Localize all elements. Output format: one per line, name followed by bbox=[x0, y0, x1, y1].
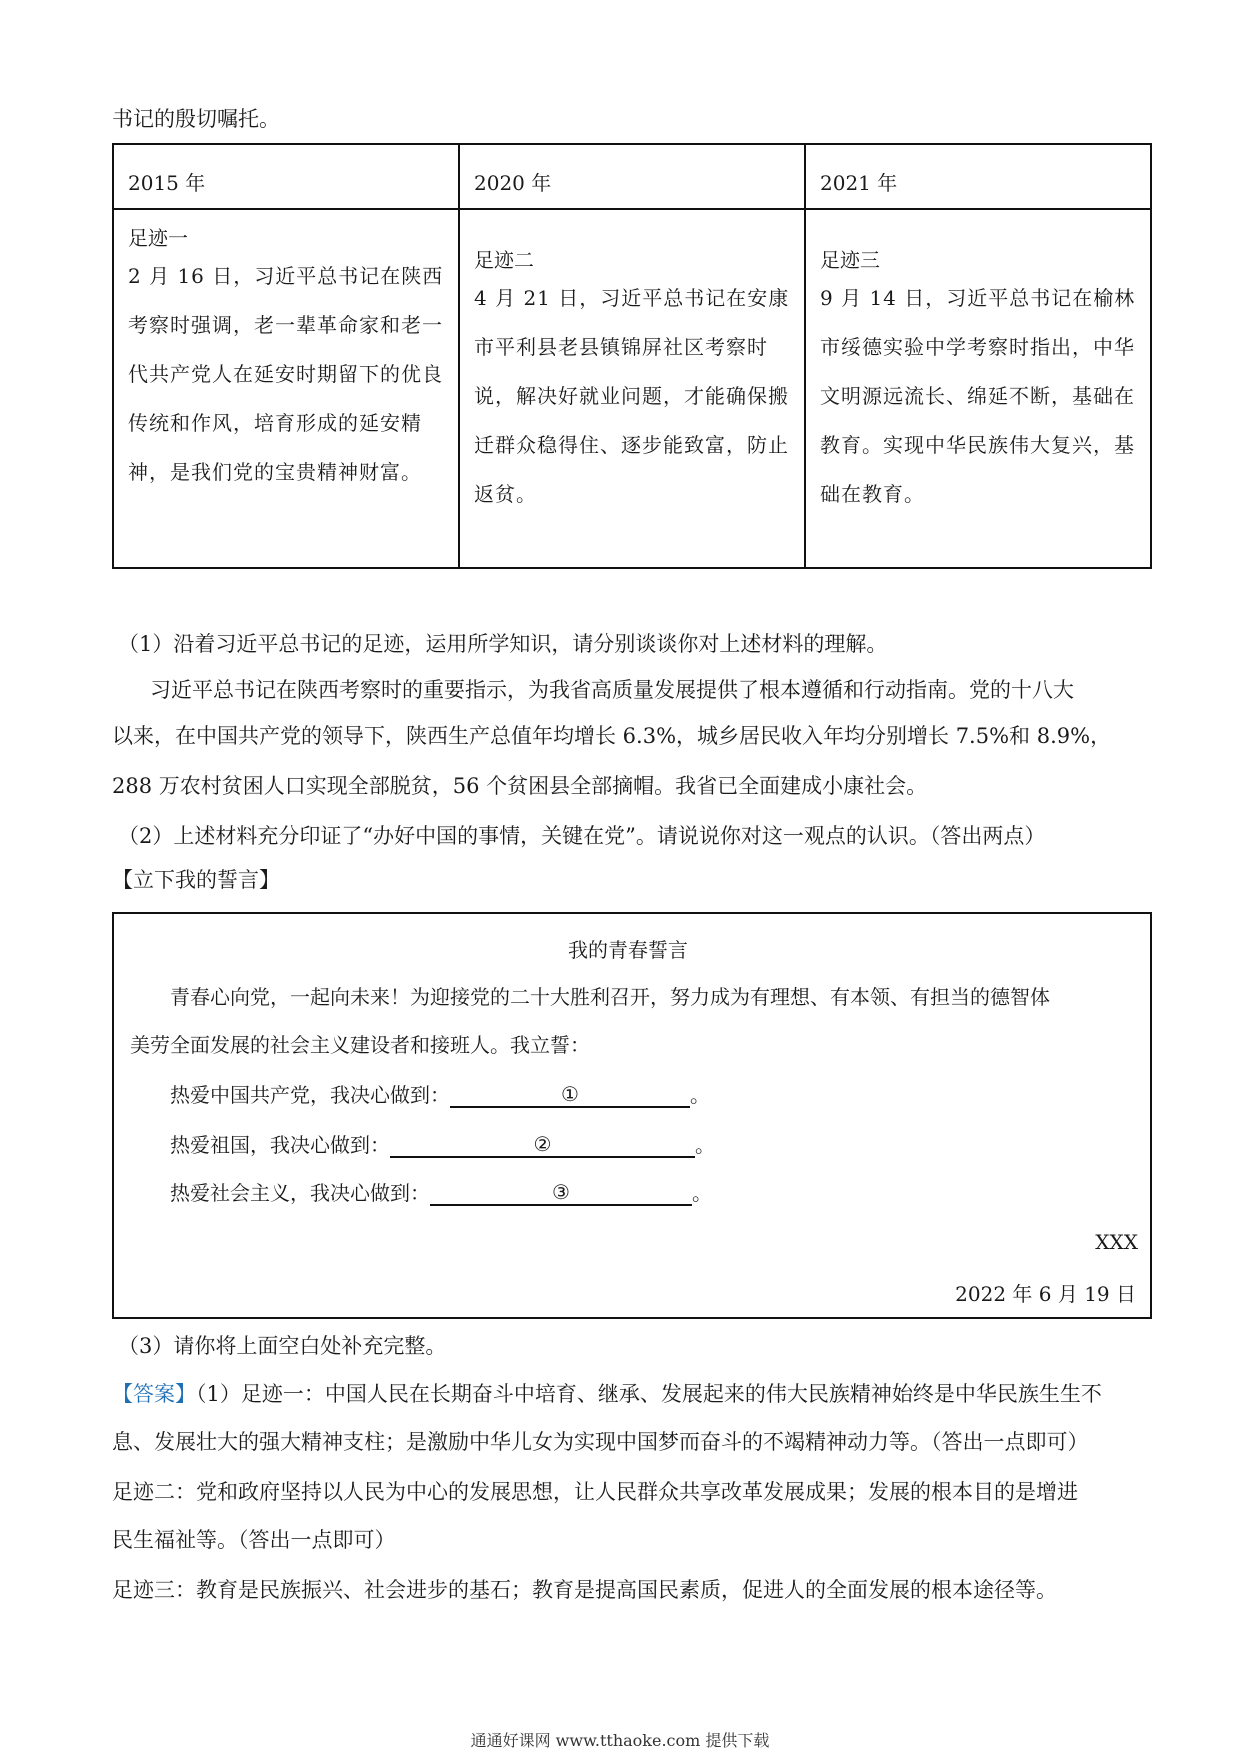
blank-1-field[interactable]: ① bbox=[450, 1082, 690, 1108]
material-line: 习近平总书记在陕西考察时的重要指示，为我省高质量发展提供了根本遵循和行动指南。党的十八大 bbox=[150, 678, 1074, 702]
footstep-title: 足迹二 bbox=[474, 248, 534, 272]
oath-item bbox=[170, 1129, 715, 1158]
footstep-text: 4 月 21 日，习近平总书记在安康市平利县老县镇锦屏社区考察时说，解决好就业问题，才能确保搬迁群众稳得住、逐步能致富，防止返贫。 bbox=[474, 286, 790, 506]
footstep-cell bbox=[806, 210, 1150, 567]
oath-box bbox=[112, 912, 1152, 1319]
oath-item-end: 。 bbox=[692, 1181, 712, 1205]
answer-line: 息、发展壮大的强大精神支柱；是激励中华儿女为实现中国梦而奋斗的不竭精神动力等。（答出一点即可） bbox=[112, 1430, 1089, 1454]
blank-3-field[interactable]: ③ bbox=[430, 1180, 692, 1206]
question-1: （1）沿着习近平总书记的足迹，运用所学知识，请分别谈谈你对上述材料的理解。 bbox=[118, 632, 888, 656]
oath-item-end: 。 bbox=[690, 1083, 710, 1107]
oath-item-label: 热爱祖国，我决心做到： bbox=[170, 1133, 390, 1157]
year-label: 2015 年 bbox=[128, 171, 206, 195]
answer-tag: 【答案】 bbox=[112, 1382, 196, 1406]
question-2: （2）上述材料充分印证了“办好中国的事情，关键在党”。请说说你对这一观点的认识。（答出两点） bbox=[118, 824, 1046, 848]
table-header-cell bbox=[806, 145, 1150, 210]
oath-signature: XXX bbox=[1095, 1230, 1138, 1254]
footstep-text: 9 月 14 日，习近平总书记在榆林市绥德实验中学考察时指出，中华文明源远流长、绵延不断，基础在教育。实现中华民族伟大复兴，基础在教育。 bbox=[820, 286, 1136, 506]
footstep-title: 足迹一 bbox=[128, 226, 188, 250]
answer-text: （1）足迹一：中国人民在长期奋斗中培育、继承、发展起来的伟大民族精神始终是中华民族生生不 bbox=[196, 1382, 1102, 1406]
footstep-text: 2 月 16 日，习近平总书记在陕西考察时强调，老一辈革命家和老一代共产党人在延安时期留下的优良传统和作风，培育形成的延安精神，是我们党的宝贵精神财富。 bbox=[128, 264, 444, 484]
footstep-cell bbox=[114, 210, 460, 567]
table-header-cell bbox=[460, 145, 806, 210]
material-line: 以来，在中国共产党的领导下，陕西生产总值年均增长 6.3%，城乡居民收入年均分别增长 7.5%和 8.9%， bbox=[112, 724, 1112, 748]
answer-line bbox=[112, 1380, 1102, 1408]
oath-item-label: 热爱社会主义，我决心做到： bbox=[170, 1181, 430, 1205]
oath-item bbox=[170, 1177, 712, 1206]
material-line: 288 万农村贫困人口实现全部脱贫，56 个贫困县全部摘帽。我省已全面建成小康社会。 bbox=[112, 774, 928, 798]
oath-heading: 【立下我的誓言】 bbox=[112, 868, 280, 892]
oath-title: 我的青春誓言 bbox=[568, 938, 688, 962]
footstep-title: 足迹三 bbox=[820, 248, 880, 272]
intro-tail: 书记的殷切嘱托。 bbox=[112, 107, 280, 131]
answer-line: 足迹三：教育是民族振兴、社会进步的基石；教育是提高国民素质，促进人的全面发展的根本途径等。 bbox=[112, 1578, 1057, 1602]
oath-item-end: 。 bbox=[695, 1133, 715, 1157]
oath-date: 2022 年 6 月 19 日 bbox=[955, 1282, 1136, 1306]
question-3: （3）请你将上面空白处补充完整。 bbox=[118, 1334, 447, 1358]
year-label: 2021 年 bbox=[820, 171, 898, 195]
answer-line: 足迹二：党和政府坚持以人民为中心的发展思想，让人民群众共享改革发展成果；发展的根本目的是增进 bbox=[112, 1480, 1078, 1504]
footer-watermark: 通通好课网 www.tthaoke.com 提供下载 bbox=[470, 1731, 770, 1750]
footsteps-table bbox=[112, 143, 1152, 569]
answer-line: 民生福祉等。（答出一点即可） bbox=[112, 1528, 396, 1552]
oath-paragraph-line: 美劳全面发展的社会主义建设者和接班人。我立誓： bbox=[130, 1033, 590, 1057]
oath-item bbox=[170, 1079, 710, 1108]
year-label: 2020 年 bbox=[474, 171, 552, 195]
footstep-cell bbox=[460, 210, 806, 567]
oath-paragraph-line: 青春心向党，一起向未来！为迎接党的二十大胜利召开，努力成为有理想、有本领、有担当的德智体 bbox=[170, 985, 1050, 1009]
blank-2-field[interactable]: ② bbox=[390, 1132, 695, 1158]
table-header-cell bbox=[114, 145, 460, 210]
oath-item-label: 热爱中国共产党，我决心做到： bbox=[170, 1083, 450, 1107]
